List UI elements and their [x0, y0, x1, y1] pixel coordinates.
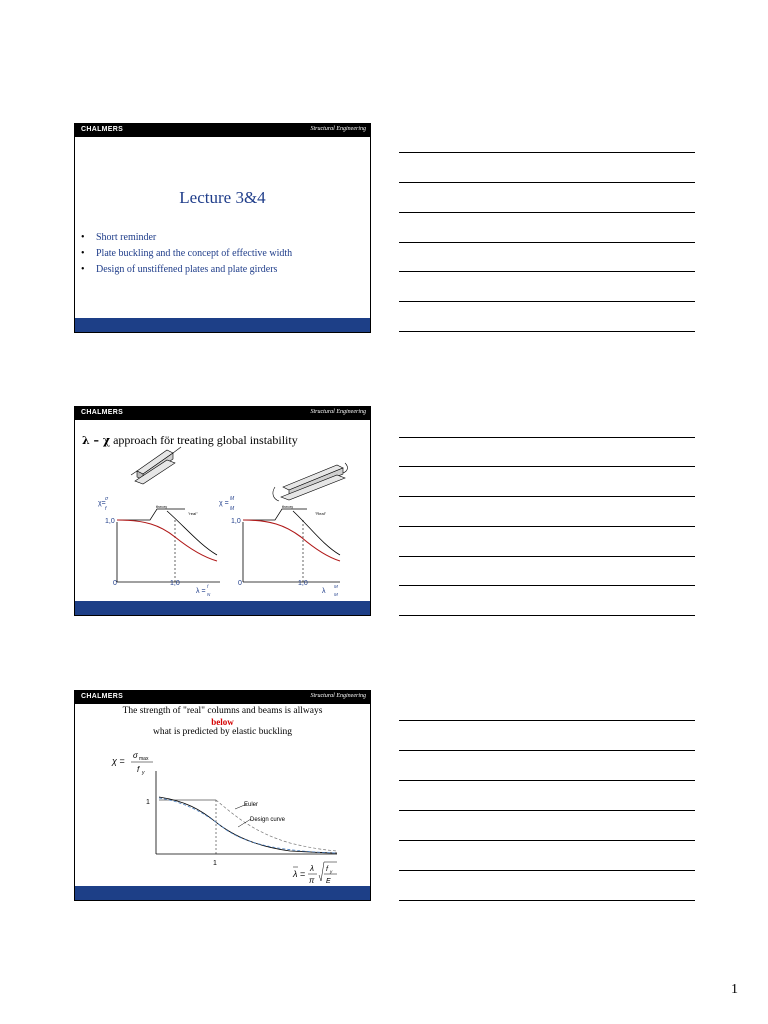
slide-footer-bar: [75, 886, 370, 900]
title-text: approach för treating global instability: [110, 433, 298, 447]
legend-euler: Euler: [244, 802, 259, 808]
statement-emphasis: below: [211, 717, 234, 727]
x-axis-label: λ =: [196, 588, 206, 595]
legend-design-curve: Design curve: [250, 817, 286, 823]
legend-real: "real": [188, 511, 198, 516]
y-formula-numerator-sub: max: [139, 756, 149, 762]
department-label: Structural Engineering: [310, 409, 366, 415]
beam-icon: [273, 463, 348, 501]
x-formula-root-num: f: [326, 866, 328, 873]
y-tick-label: 1: [146, 799, 150, 806]
notes-line: [399, 720, 695, 721]
notes-line: [399, 152, 695, 153]
x-tick-label: 1: [213, 860, 217, 867]
svg-text:M: M: [230, 506, 235, 512]
svg-text:M: M: [230, 496, 235, 502]
x-formula-root-num-sub: y: [330, 869, 333, 874]
page-number: 1: [731, 982, 738, 997]
y-formula-numerator: σ: [133, 751, 138, 760]
svg-text:f: f: [207, 584, 209, 589]
lecture-title: Lecture 3&4: [179, 188, 266, 207]
notes-line: [399, 870, 695, 871]
legend-theory: theory: [282, 504, 294, 509]
svg-text:N: N: [207, 592, 211, 597]
notes-line: [399, 556, 695, 557]
bullet-list: [81, 230, 292, 278]
title-symbols: λ – χ: [82, 434, 111, 447]
x-axis-label: λ: [322, 588, 326, 595]
slide-2: [74, 406, 371, 616]
notes-line: [399, 840, 695, 841]
brand-label: CHALMERS: [81, 126, 124, 133]
notes-line: [399, 585, 695, 586]
statement-line-1: The strength of "real" columns and beams is allways: [122, 706, 323, 716]
slide-1: [74, 123, 371, 333]
x-origin-label: 0: [238, 580, 242, 587]
euler-design-curve-plot: [75, 691, 370, 900]
legend-real: "Real": [315, 511, 327, 516]
bullet-item: • Short reminder: [81, 230, 292, 246]
notes-line: [399, 437, 695, 438]
notes-line: [399, 331, 695, 332]
bullet-item: • Design of unstiffened plates and plate girders: [81, 262, 292, 278]
notes-line: [399, 212, 695, 213]
notes-line: [399, 900, 695, 901]
notes-line: [399, 750, 695, 751]
brand-label: CHALMERS: [81, 409, 124, 416]
y-axis-label: χ=: [98, 500, 106, 507]
y-formula-symbol: χ =: [112, 756, 125, 766]
legend-theory: theory: [156, 504, 168, 509]
svg-text:σ: σ: [105, 496, 109, 502]
notes-line: [399, 271, 695, 272]
brand-label: CHALMERS: [81, 693, 124, 700]
y-axis-label: χ =: [219, 500, 229, 507]
statement-line-3: what is predicted by elastic buckling: [152, 727, 293, 737]
department-label: Structural Engineering: [310, 126, 366, 132]
notes-line: [399, 810, 695, 811]
x-origin-label: 0: [113, 580, 117, 587]
svg-text:f: f: [105, 506, 107, 512]
slide-footer-bar: [75, 318, 370, 332]
notes-line: [399, 466, 695, 467]
x-tick-label: 1,0: [298, 580, 308, 587]
svg-text:M: M: [334, 584, 338, 589]
notes-line: [399, 496, 695, 497]
x-formula-frac-num: λ: [310, 864, 314, 873]
y-tick-label: 1,0: [231, 518, 241, 525]
y-formula-denominator-sub: y: [142, 770, 145, 776]
notes-line: [399, 301, 695, 302]
x-formula-root-den: E: [326, 878, 331, 885]
slide-3: [74, 690, 371, 901]
y-formula-denominator: f: [137, 765, 140, 774]
notes-line: [399, 780, 695, 781]
beam-buckling-plot: [75, 407, 370, 615]
notes-line: [399, 615, 695, 616]
x-formula-frac-den: π: [309, 876, 315, 885]
x-formula-lhs: λ =: [293, 869, 306, 879]
x-tick-label: 1,0: [170, 580, 180, 587]
notes-line: [399, 242, 695, 243]
department-label: Structural Engineering: [310, 693, 366, 699]
notes-line: [399, 182, 695, 183]
svg-text:M: M: [334, 592, 338, 597]
notes-line: [399, 526, 695, 527]
slide-header: [75, 124, 370, 137]
bullet-item: • Plate buckling and the concept of effective width: [81, 246, 292, 262]
slide-footer-bar: [75, 601, 370, 615]
y-tick-label: 1,0: [105, 518, 115, 525]
